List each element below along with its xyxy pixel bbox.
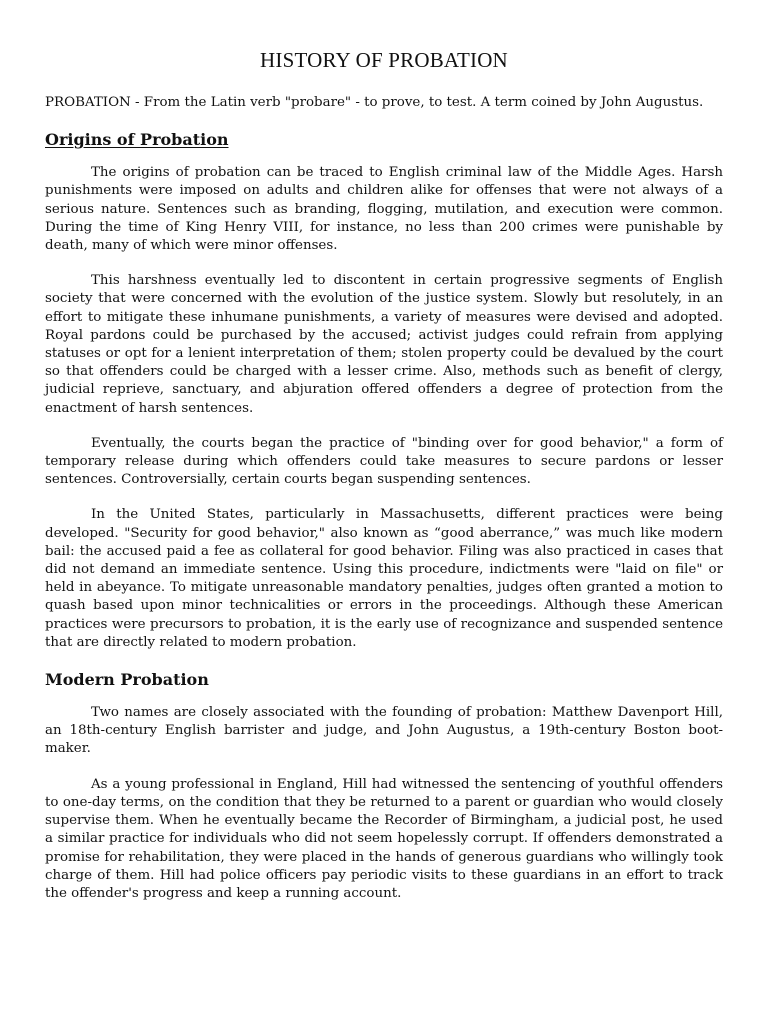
- paragraph-modern-2: As a young professional in England, Hill had witnessed the sentencing of youthful offenders to one-day terms, on the condition that they be returned to a parent or guardian who would closely supervise them. When he eventually became the Recorder of Birmingham, a judicial post, he used a similar practice for individuals who did not seem hopelessly corrupt. If offenders demonstrated a promise for rehabilitation, they were placed in the hands of generous guardians who willingly took charge of them. Hill had police officers pay periodic visits to these guardians in an effort to track the offender's progress and keep a running account.: [45, 776, 723, 901]
- paragraph-origins-3: Eventually, the courts began the practice of "binding over for good behavior," a form of temporary release during which offenders could take measures to secure pardons or lesser sentences. Controversially, certain courts began suspending sentences.: [45, 435, 723, 488]
- document-page: [45, 46, 723, 903]
- paragraph-origins-4: In the United States, particularly in Massachusetts, different practices were being developed. "Security for good behavior," also known as “good aberrance,” was much like modern bail: the accused paid a fee as collateral for good behavior. Filing was also practiced in cases that did not demand an immediate sentence. Using this procedure, indictments were "laid on file" or held in abeyance. To mitigate unreasonable mandatory penalties, judges often granted a motion to quash based upon minor technicalities or errors in the proceedings. Although these American practices were precursors to probation, it is the early use of recognizance and suspended sentence that are directly related to modern probation.: [45, 507, 723, 650]
- section-heading-modern: Modern Probation: [45, 670, 209, 690]
- paragraph-origins-2: This harshness eventually led to discontent in certain progressive segments of English society that were concerned with the evolution of the justice system. Slowly but resolutely, in an effort to mitigate these inhumane punishments, a variety of measures were devised and adopted. Royal pardons could be purchased by the accused; activist judges could refrain from applying statuses or opt for a lenient interpretation of them; stolen property could be devalued by the court so that offenders could be charged with a lesser crime. Also, methods such as benefit of clergy, judicial reprieve, sanctuary, and abjuration offered offenders a degree of protection from the enactment of harsh sentences.: [45, 273, 723, 416]
- document-title: HISTORY OF PROBATION: [260, 48, 508, 72]
- paragraph-modern-1: Two names are closely associated with the founding of probation: Matthew Davenport Hill, an 18th-century English barrister and judge, and John Augustus, a 19th-century Boston boot-maker.: [45, 705, 723, 757]
- paragraph-origins-1: The origins of probation can be traced to English criminal law of the Middle Ages. Harsh punishments were imposed on adults and children alike for offenses that were not always of a serious nature. Sentences such as branding, flogging, mutilation, and execution were common. During the time of King Henry VIII, for instance, no less than 200 crimes were punishable by death, many of which were minor offenses.: [45, 165, 723, 254]
- section-heading-origins: Origins of Probation: [45, 130, 229, 150]
- probation-definition: PROBATION - From the Latin verb "probare" - to prove, to test. A term coined by John Augustus.: [45, 95, 704, 110]
